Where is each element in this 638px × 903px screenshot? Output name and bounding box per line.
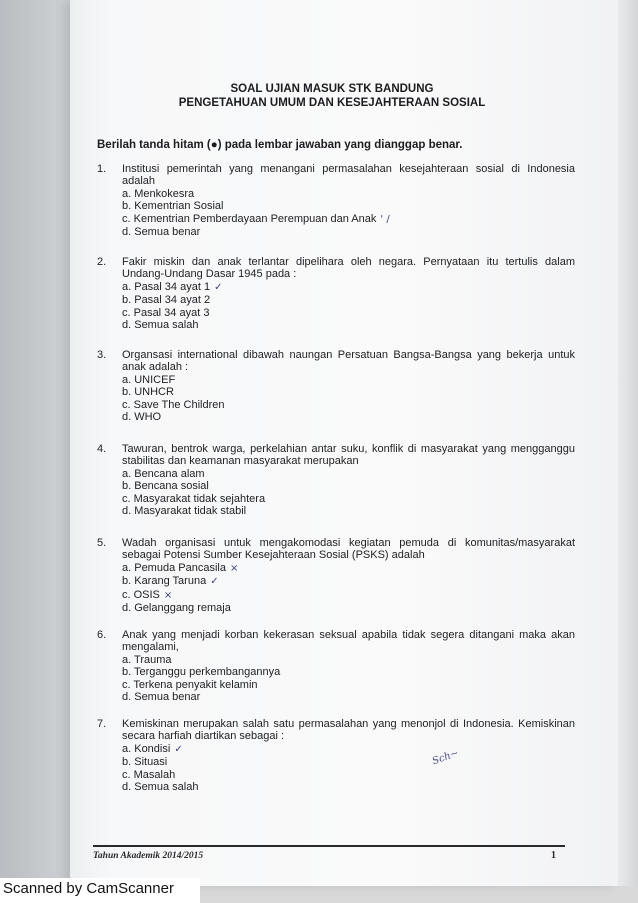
answer-option — [122, 602, 575, 614]
answer-option — [122, 374, 575, 386]
answer-option-text: d. Semua salah — [122, 319, 199, 332]
answer-option-text: c. Kementrian Pemberdayaan Perempuan dan Anak — [122, 212, 377, 225]
answer-option — [122, 769, 575, 781]
answer-option-text: a. Pemuda Pancasila — [122, 561, 226, 574]
answer-option — [122, 200, 575, 212]
page-number: 1 — [551, 850, 556, 861]
answer-option — [122, 666, 575, 678]
handwritten-mark: ✓ — [210, 576, 219, 588]
question-5 — [97, 537, 575, 614]
question-stem: Wadah organisasi untuk mengakomodasi kegiatan pemuda di komunitas/masyarakat sebagai Potensi Sumber Kesejahteraan Sosial (PSKS) adalah — [122, 537, 575, 562]
answer-option-text: d. Masyarakat tidak stabil — [122, 505, 247, 518]
question-number: 7. — [97, 718, 107, 730]
answer-option-text: b. Pasal 34 ayat 2 — [122, 294, 211, 307]
question-3 — [97, 349, 575, 423]
answer-option — [122, 294, 575, 306]
answer-option-text: c. Terkena penyakit kelamin — [122, 678, 258, 691]
question-2 — [97, 256, 575, 331]
question-number: 2. — [97, 256, 107, 268]
question-7 — [97, 718, 575, 793]
answer-option-text: d. Gelanggang remaja — [122, 602, 231, 615]
answer-option — [122, 562, 575, 575]
answer-option-text: d. Semua benar — [122, 226, 201, 239]
question-stem: Institusi pemerintah yang menangani permasalahan kesejahteraan sosial di Indonesia adalah — [122, 163, 575, 188]
answer-option-text: c. Masalah — [122, 768, 176, 781]
answer-option-text: c. Save The Children — [122, 398, 225, 411]
answer-option-text: d. Semua benar — [122, 691, 201, 704]
answer-option — [122, 281, 575, 294]
answer-option — [122, 679, 575, 691]
question-number: 3. — [97, 349, 107, 361]
answer-option-text: b. Kementrian Sosial — [122, 200, 224, 213]
question-stem: Kemiskinan merupakan salah satu permasalahan yang menonjol di Indonesia. Kemiskinan secara harfiah diartikan sebagai : — [122, 718, 575, 743]
question-number: 5. — [97, 537, 107, 549]
answer-option — [122, 399, 575, 411]
question-4 — [97, 443, 575, 517]
answer-option — [122, 386, 575, 398]
answer-option — [122, 213, 575, 226]
answer-option-text: b. Terganggu perkembangannya — [122, 666, 281, 679]
handwritten-mark: ✓ — [174, 743, 183, 755]
answer-option-text: a. Bencana alam — [122, 467, 205, 480]
question-1 — [97, 163, 575, 238]
question-stem: Tawuran, bentrok warga, perkelahian antar suku, konflik di masyarakat yang mengganggu stabilitas dan keamanan masyarakat merupakan — [122, 443, 575, 468]
answer-option-text: b. Bencana sosial — [122, 480, 209, 493]
page-edge-left — [0, 0, 70, 886]
answer-option-text: d. Semua salah — [122, 781, 199, 794]
question-6 — [97, 629, 575, 703]
answer-option — [122, 756, 575, 768]
answer-option-text: d. WHO — [122, 411, 162, 424]
document-subtitle: PENGETAHUAN UMUM DAN KESEJAHTERAAN SOSIAL — [178, 97, 486, 109]
question-stem: Organsasi international dibawah naungan Persatuan Bangsa-Bangsa yang bekerja untuk anak adalah : — [122, 349, 575, 374]
answer-option — [122, 188, 575, 200]
answer-option-text: a. Pasal 34 ayat 1 — [122, 280, 211, 293]
scanner-watermark: Scanned by CamScanner — [3, 880, 174, 897]
answer-option-text: a. Menkokesra — [122, 187, 195, 200]
answer-option — [122, 480, 575, 492]
question-stem: Fakir miskin dan anak terlantar dipelihara oleh negara. Pernyataan itu tertulis dalam Undang-Undang Dasar 1945 pada : — [122, 256, 575, 281]
handwritten-mark: ✓ — [214, 281, 223, 293]
question-stem: Anak yang menjadi korban kekerasan seksual apabila tidak segera ditangani maka akan mengalami, — [122, 629, 575, 654]
answer-option-text: a. Kondisi — [122, 742, 171, 755]
handwritten-signature: Sch~ — [430, 747, 461, 768]
question-number: 4. — [97, 443, 107, 455]
answer-option-text: a. UNICEF — [122, 373, 176, 386]
page-edge-right — [618, 0, 638, 886]
answer-option — [122, 691, 575, 703]
answer-option — [122, 468, 575, 480]
answer-option — [122, 743, 575, 756]
answer-option — [122, 575, 575, 588]
answer-option — [122, 505, 575, 517]
answer-option — [122, 226, 575, 238]
answer-option — [122, 654, 575, 666]
answer-option — [122, 319, 575, 331]
document-title: SOAL UJIAN MASUK STK BANDUNG — [230, 83, 434, 95]
answer-option-text: c. Masyarakat tidak sejahtera — [122, 492, 266, 505]
footer-divider — [93, 845, 565, 847]
question-number: 6. — [97, 629, 107, 641]
answer-option-text: b. Karang Taruna — [122, 575, 207, 588]
answer-option — [122, 307, 575, 319]
answer-option — [122, 493, 575, 505]
footer-academic-year: Tahun Akademik 2014/2015 — [93, 851, 204, 861]
answer-option — [122, 411, 575, 423]
handwritten-mark: × — [229, 562, 239, 574]
answer-option — [122, 589, 575, 602]
handwritten-mark: × — [163, 589, 173, 601]
instruction-text: Berilah tanda hitam (●) pada lembar jawaban yang dianggap benar. — [97, 139, 463, 151]
answer-option-text: c. Pasal 34 ayat 3 — [122, 306, 210, 319]
answer-option — [122, 781, 575, 793]
handwritten-mark: ' / — [380, 213, 390, 225]
answer-option-text: b. UNHCR — [122, 386, 174, 399]
answer-option-text: b. Situasi — [122, 756, 168, 769]
question-number: 1. — [97, 163, 107, 175]
answer-option-text: a. Trauma — [122, 653, 172, 666]
answer-option-text: c. OSIS — [122, 588, 160, 601]
